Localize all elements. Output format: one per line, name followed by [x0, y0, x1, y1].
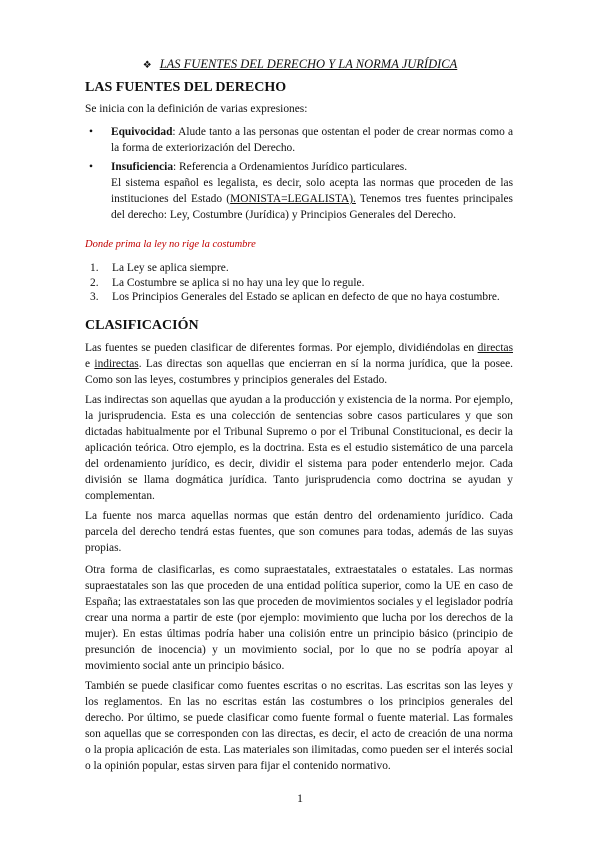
p1-conjunction: e — [85, 358, 95, 370]
list-number: 3. — [90, 291, 99, 303]
monista-underlined: MONISTA=LEGALISTA). — [230, 193, 356, 205]
term-indirectas: indirectas — [94, 358, 139, 370]
bullet-icon: • — [89, 161, 93, 173]
list-text: La Costumbre se aplica si no hay una ley que lo regule. — [112, 276, 365, 289]
list-item — [85, 159, 513, 223]
intro-paragraph: Se inicia con la definición de varias expresiones: — [85, 103, 308, 115]
paragraph-4: Otra forma de clasificarlas, es como supraestatales, extraestatales o estatales. Las normas supraestatales son las que proceden de una entidad política superior, como la UE en caso de España; las extraestatales son las que proceden de movimientos sociales y el legislador podría crear una norma a partir de este (por ejemplo: movimiento que lucha por los derechos de la mujer). En estas últimas podría haber una colisión entre un principio básico (principio de presunción de inocencia) y un movimiento social, por lo que no se podría apoyar al movimiento social ante un principio básico. — [85, 564, 513, 672]
fuentes-principales-text: Tenemos tres fuentes principales del derecho: Ley, Costumbre (Jurídica) y Principios Generales del Derecho. — [111, 193, 513, 221]
definition-text: : Referencia a Ordenamientos Jurídico particulares. — [173, 161, 408, 173]
list-item — [85, 261, 513, 276]
list-number: 1. — [90, 262, 99, 274]
legalista-text: El sistema español es legalista, es decir, solo acepta las normas que proceden de las instituciones del Estado ( — [111, 177, 513, 205]
document-title-text: LAS FUENTES DEL DERECHO Y LA NORMA JURÍDICA — [159, 57, 458, 71]
p1-text: Las fuentes se pueden clasificar de diferentes formas. Por ejemplo, dividiéndolas en — [85, 342, 478, 354]
numbered-list — [85, 261, 513, 305]
p1-text-end: . Las directas son aquellas que encierran en sí la norma jurídica, que la posee. Como son las leyes, costumbres y principios generales del Estado. — [85, 358, 513, 386]
paragraph-2: Las indirectas son aquellas que ayudan a la producción y existencia de la norma. Por ejemplo, la jurisprudencia. Esta es una colección de sentencias sobre casos particulares y que son dictadas habitualmente por el Tribunal Supremo o por el Tribunal Constitucional, es decir la aplicación teórica. Otro ejemplo, es la doctrina. Esta es el estudio sistemático de una parcela del ordenamiento jurídico, es decir, dividir el sistema para poder entenderlo mejor. Cada división se llama dogmática jurídica. Tanto jurisprudencia como doctrina se ayudan y complementan. — [85, 394, 513, 502]
paragraph-3: La fuente nos marca aquellas normas que están dentro del ordenamiento jurídico. Cada parcela del derecho tendrá estas fuentes, que son comunes para todas, además de las suyas propias. — [85, 510, 513, 554]
term-directas: directas — [477, 342, 513, 354]
term-insuficiencia: Insuficiencia — [111, 161, 174, 173]
list-item — [85, 290, 513, 305]
red-note: Donde prima la ley no rige la costumbre — [85, 239, 256, 250]
section-heading-fuentes: LAS FUENTES DEL DERECHO — [85, 80, 287, 95]
bullet-icon: • — [89, 126, 93, 138]
document-title — [0, 57, 600, 72]
term-equivocidad: Equivocidad — [111, 126, 173, 138]
list-text: La Ley se aplica siempre. — [112, 262, 229, 274]
definitions-list — [85, 124, 513, 223]
list-number: 2. — [90, 276, 99, 289]
paragraph-5: También se puede clasificar como fuentes escritas o no escritas. Las escritas son las leyes y los reglamentos. En las no escritas están las costumbres o los principios generales del derecho. Por último, se puede clasificar como fuente formal o fuente material. Las formales son aquellas que se corresponden con las directas, es decir, el acto de creación de una norma o la propia aplicación de esta. Las materiales son ilimitadas, como pueden ser el interés social o la opinión popular, estas sirven para fijar el contenido normativo. — [85, 680, 513, 772]
list-item — [85, 276, 513, 291]
list-item — [85, 124, 513, 156]
paragraph-1 — [85, 340, 513, 388]
definition-text: : Alude tanto a las personas que ostentan el poder de crear normas como a la forma de exteriorización del Derecho. — [111, 126, 513, 154]
diamond-bullet-icon: ❖ — [142, 60, 152, 71]
page-number: 1 — [297, 791, 303, 805]
section-heading-clasificacion: CLASIFICACIÓN — [85, 318, 199, 333]
list-text: Los Principios Generales del Estado se aplican en defecto de que no haya costumbre. — [112, 291, 500, 303]
